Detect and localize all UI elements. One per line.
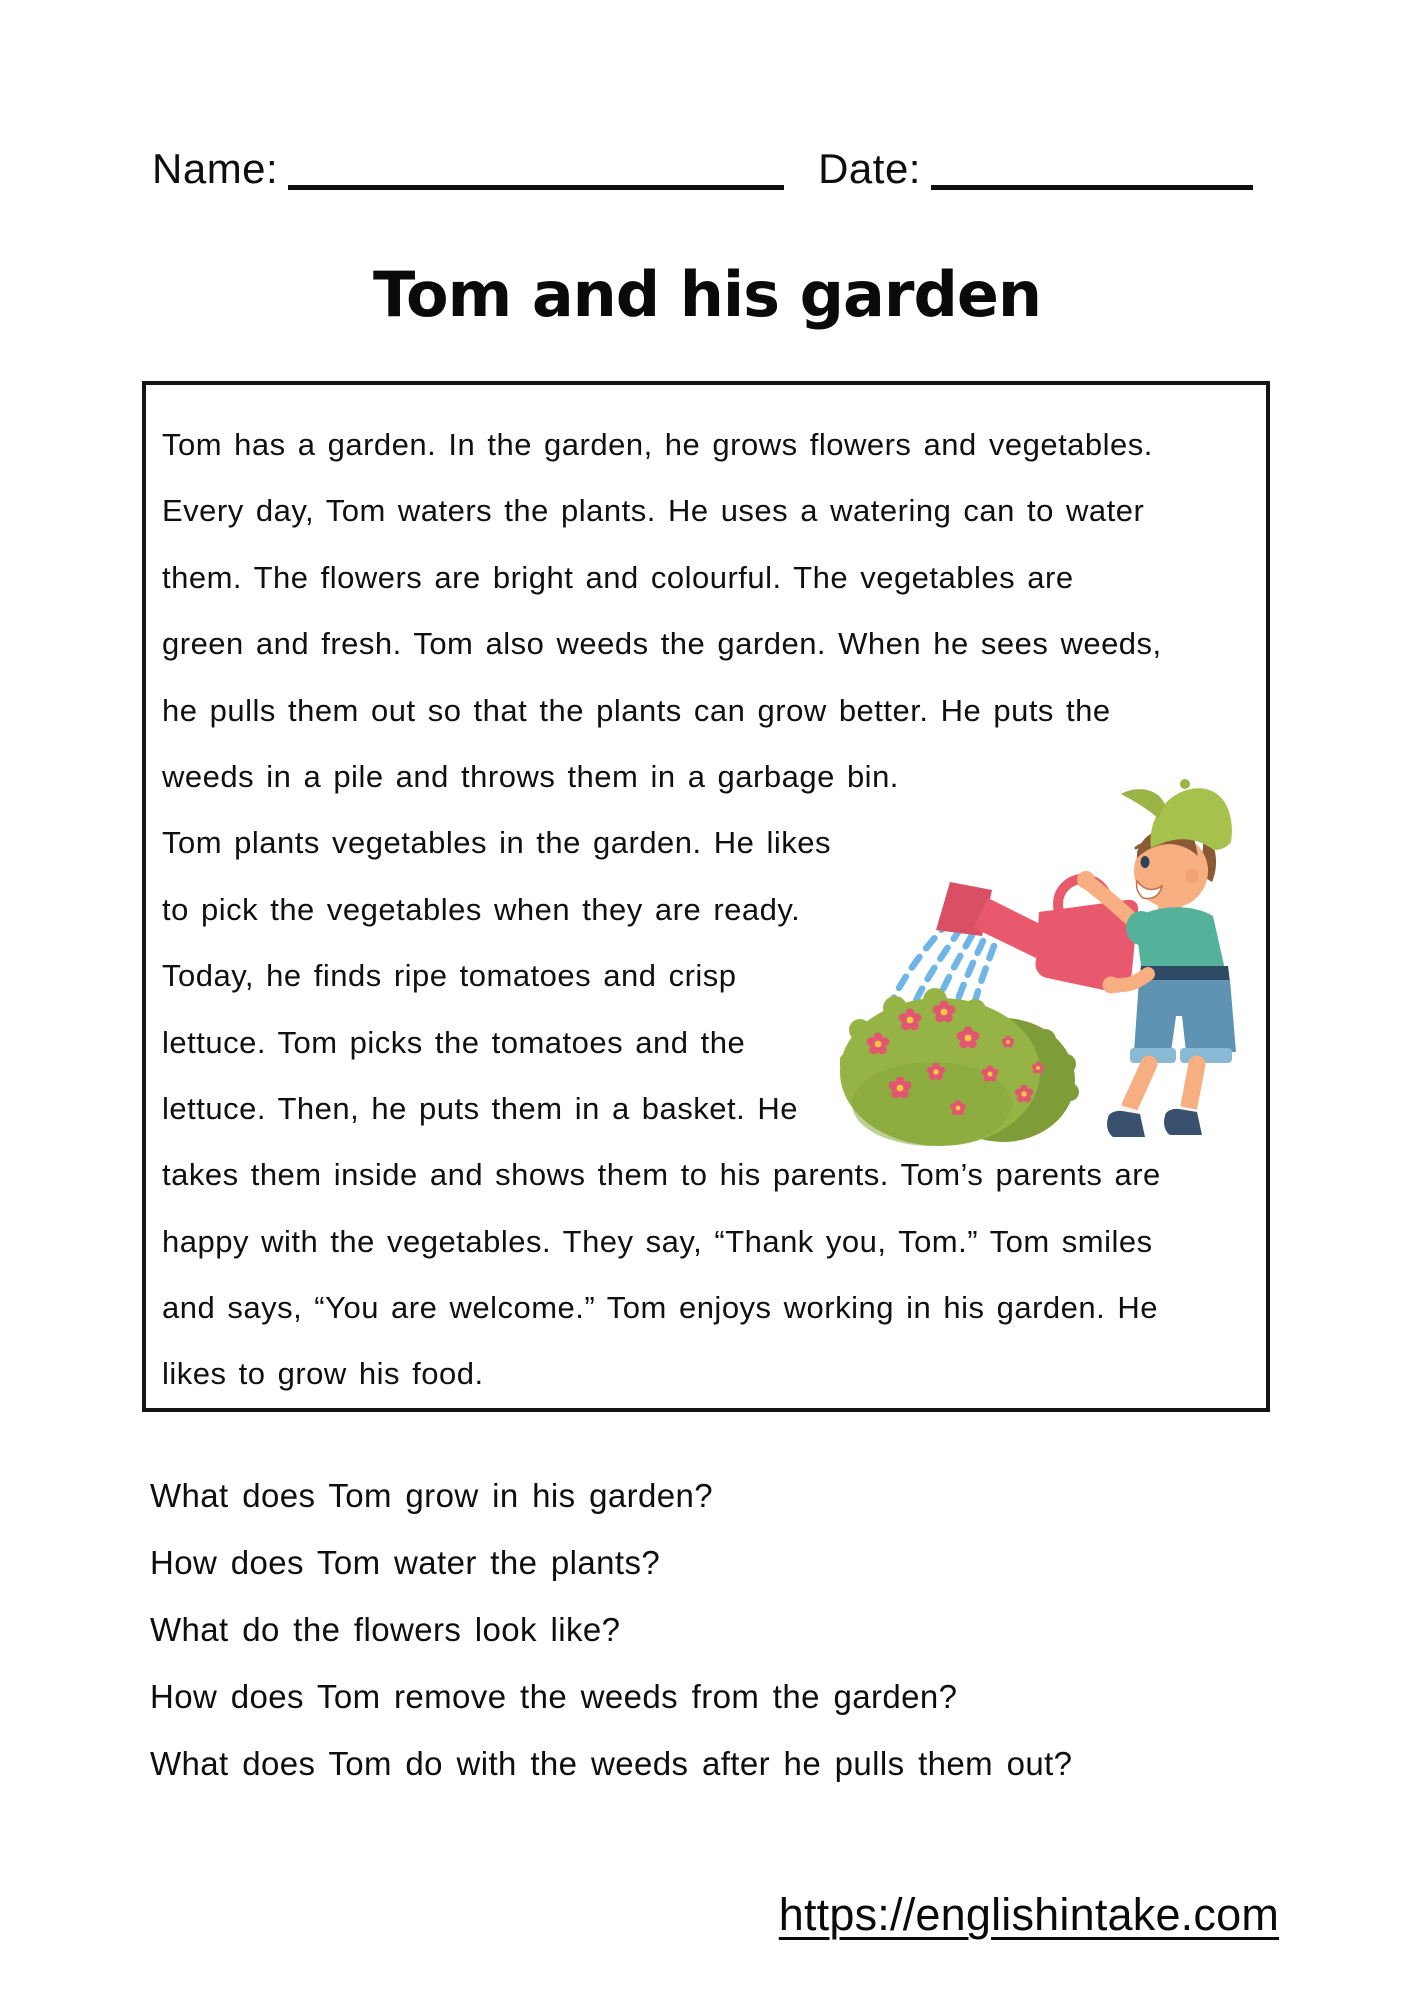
- passage-line: Every day, Tom waters the plants. He uses a watering can to water: [162, 493, 1145, 529]
- footer-website-link[interactable]: https://englishintake.com: [778, 1889, 1279, 1940]
- passage-line: Today, he finds ripe tomatoes and crisp: [162, 958, 737, 994]
- passage-line: green and fresh. Tom also weeds the garden. When he sees weeds,: [162, 626, 1162, 662]
- boy-shoe: [1164, 1109, 1202, 1135]
- name-date-row: [152, 146, 1253, 192]
- question: How does Tom remove the weeds from the garden?: [150, 1678, 958, 1715]
- boy-shorts: [1134, 980, 1236, 1052]
- date-blank-line: [931, 147, 1253, 190]
- question: What do the flowers look like?: [150, 1611, 621, 1648]
- boy-eye: [1141, 856, 1150, 868]
- passage-line: happy with the vegetables. They say, “Thank you, Tom.” Tom smiles: [162, 1223, 1153, 1259]
- date-label: Date:: [818, 145, 921, 192]
- passage-line: to pick the vegetables when they are ready.: [162, 891, 801, 927]
- page-title: Tom and his garden: [372, 258, 1042, 331]
- passage-line: Tom has a garden. In the garden, he grows flowers and vegetables.: [162, 427, 1153, 462]
- passage-line: them. The flowers are bright and colourful. The vegetables are: [162, 559, 1074, 595]
- passage-line: takes them inside and shows them to his parents. Tom’s parents are: [162, 1157, 1161, 1193]
- passage-line: likes to grow his food.: [162, 1356, 484, 1392]
- boy-ear: [1185, 869, 1199, 883]
- boy-shoe: [1107, 1111, 1145, 1137]
- name-blank-line: [288, 147, 784, 190]
- passage-line: weeds in a pile and throws them in a garbage bin.: [162, 758, 899, 794]
- passage-line: lettuce. Tom picks the tomatoes and the: [162, 1024, 746, 1060]
- cap-brim: [1121, 789, 1165, 818]
- question: What does Tom grow in his garden?: [150, 1477, 714, 1514]
- passage-line: he pulls them out so that the plants can grow better. He puts the: [162, 692, 1111, 728]
- passage-line: Tom plants vegetables in the garden. He likes: [162, 825, 832, 861]
- comprehension-questions: [150, 1462, 1330, 1797]
- boy-sleeve: [1126, 911, 1156, 945]
- question: What does Tom do with the weeds after he pulls them out?: [150, 1745, 1073, 1782]
- passage-line: lettuce. Then, he puts them in a basket. He: [162, 1090, 798, 1126]
- name-label: Name:: [152, 145, 279, 192]
- boy-watering-illustration: [840, 772, 1250, 1147]
- question: How does Tom water the plants?: [150, 1544, 661, 1581]
- passage-line: and says, “You are welcome.” Tom enjoys working in his garden. He: [162, 1290, 1158, 1326]
